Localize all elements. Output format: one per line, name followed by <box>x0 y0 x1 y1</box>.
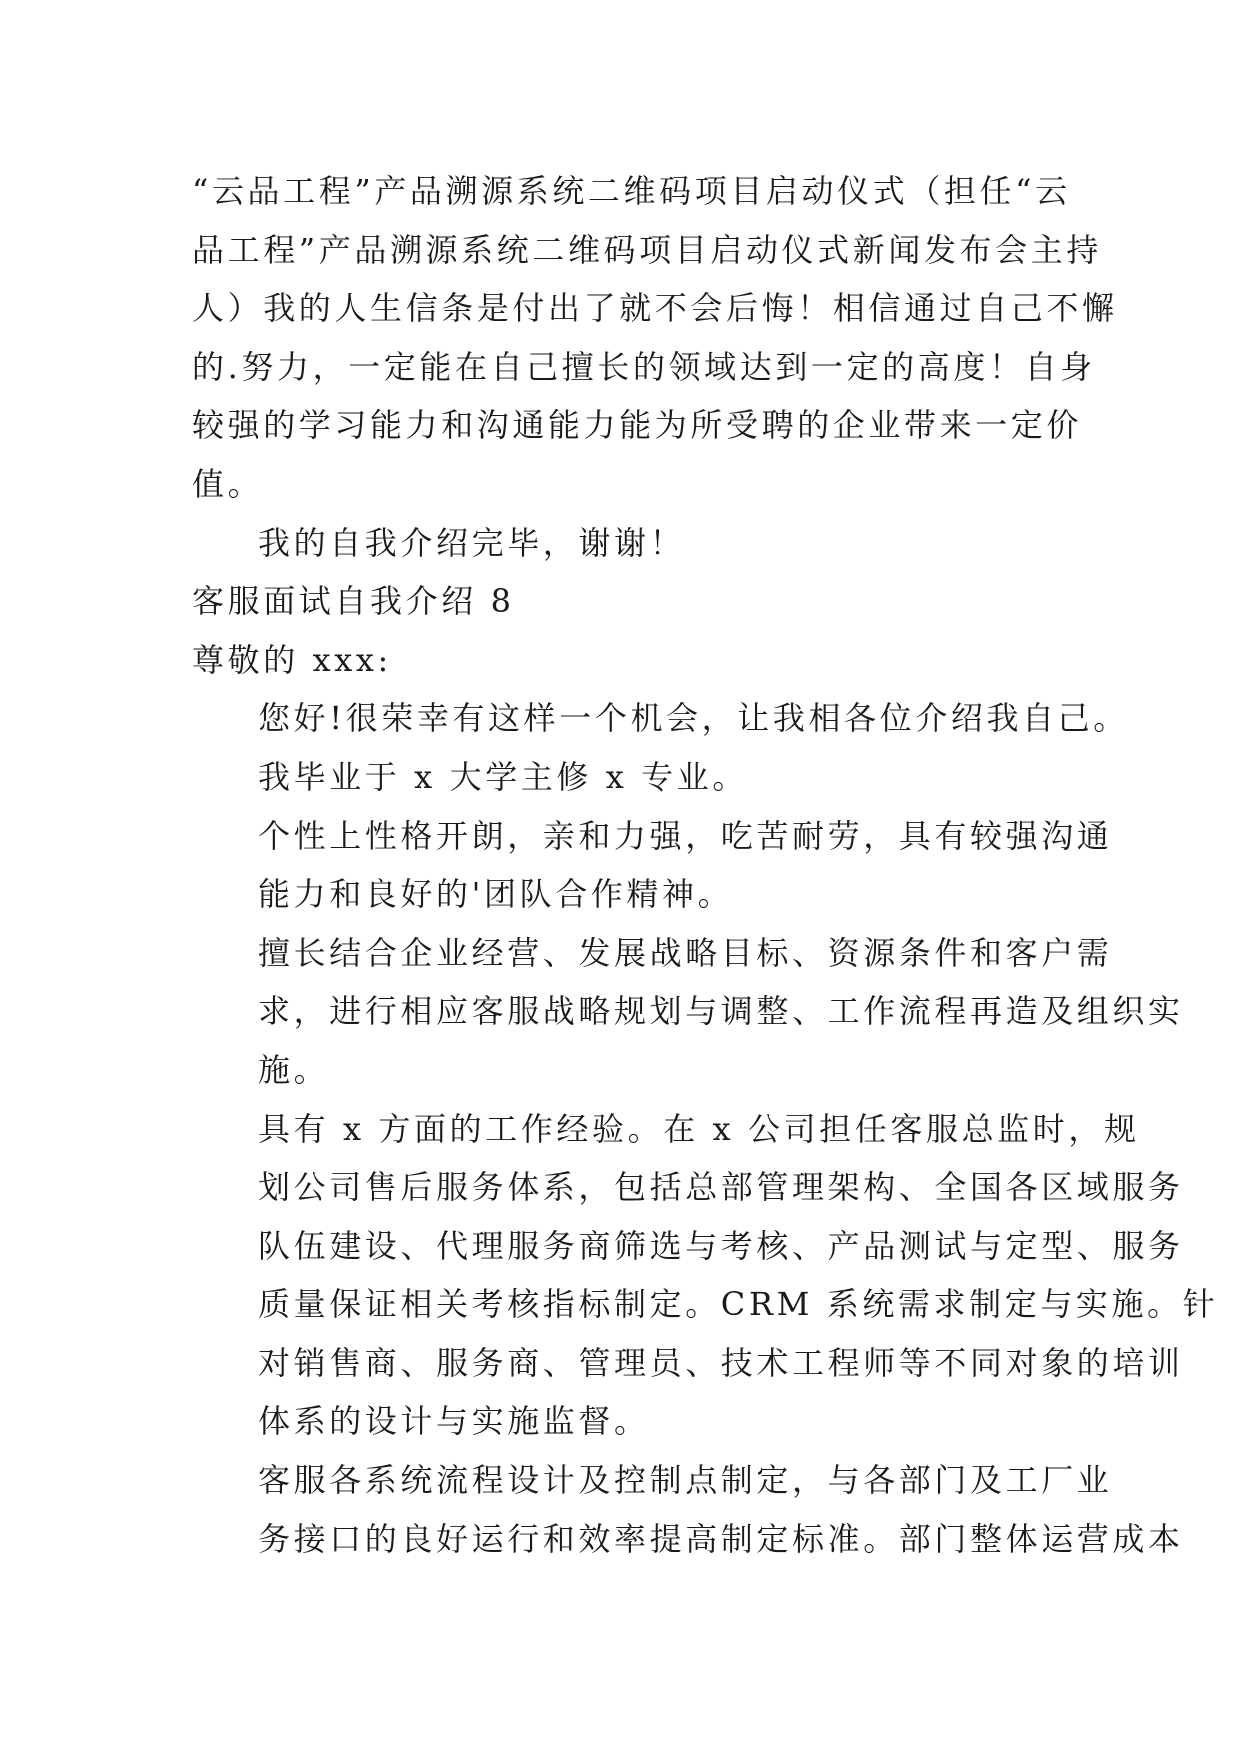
text-line: 值。 <box>192 464 264 503</box>
text-line: 施。 <box>258 1050 330 1089</box>
text-line: 求，进行相应客服战略规划与调整、工作流程再造及组织实 <box>258 992 1184 1031</box>
salutation <box>192 631 1054 690</box>
paragraph-intro-continuation <box>192 162 1118 514</box>
paragraph-personality <box>192 807 1113 924</box>
heading-text: 客服面试自我介绍 8 <box>192 582 515 621</box>
paragraph-closing <box>192 514 1054 573</box>
text-line: “云品工程”产品溯源系统二维码项目启动仪式（担任“云 <box>192 172 1071 210</box>
text-line: 质量保证相关考核指标制定。CRM 系统需求制定与实施。针 <box>258 1285 1219 1324</box>
text-line: 较强的学习能力和沟通能力能为所受聘的企业带来一定价 <box>192 406 1083 445</box>
text-line: 对销售商、服务商、管理员、技术工程师等不同对象的培训 <box>258 1343 1184 1382</box>
text-line: 具有 x 方面的工作经验。在 x 公司担任客服总监时，规 <box>258 1109 1140 1148</box>
text-line: 品工程”产品溯源系统二维码项目启动仪式新闻发布会主持 <box>192 230 1102 269</box>
text-line: 客服各系统流程设计及控制点制定，与各部门及工厂业 <box>258 1461 1113 1500</box>
paragraph-strengths <box>192 924 1184 1100</box>
section-heading <box>192 572 1054 631</box>
text-line: 划公司售后服务体系，包括总部管理架构、全国各区域服务 <box>258 1168 1184 1207</box>
salutation-text: 尊敬的 xxx: <box>192 640 392 679</box>
document-body <box>192 162 1219 1568</box>
paragraph-process-design <box>192 1451 1184 1568</box>
text-line: 务接口的良好运行和效率提高制定标准。部门整体运营成本 <box>258 1519 1184 1558</box>
paragraph-greeting <box>192 689 1129 806</box>
text-line: 能力和良好的'团队合作精神。 <box>258 875 734 914</box>
text-line: 队伍建设、代理服务商筛选与考核、产品测试与定型、服务 <box>258 1226 1184 1265</box>
text-line: 您好!很荣幸有这样一个机会，让我相各位介绍我自己。 <box>258 699 1129 738</box>
text-line: 人）我的人生信条是付出了就不会后悔！相信通过自己不懈 <box>192 289 1118 328</box>
text-line: 我的自我介绍完毕，谢谢！ <box>258 523 686 562</box>
text-line: 我毕业于 x 大学主修 x 专业。 <box>258 757 748 796</box>
text-line: 擅长结合企业经营、发展战略目标、资源条件和客户需 <box>258 933 1113 972</box>
paragraph-experience <box>192 1100 1219 1452</box>
text-line: 体系的设计与实施监督。 <box>258 1402 650 1441</box>
text-line: 个性上性格开朗，亲和力强，吃苦耐劳，具有较强沟通 <box>258 816 1113 855</box>
text-line: 的.努力，一定能在自己擅长的领域达到一定的高度！自身 <box>192 347 1096 386</box>
